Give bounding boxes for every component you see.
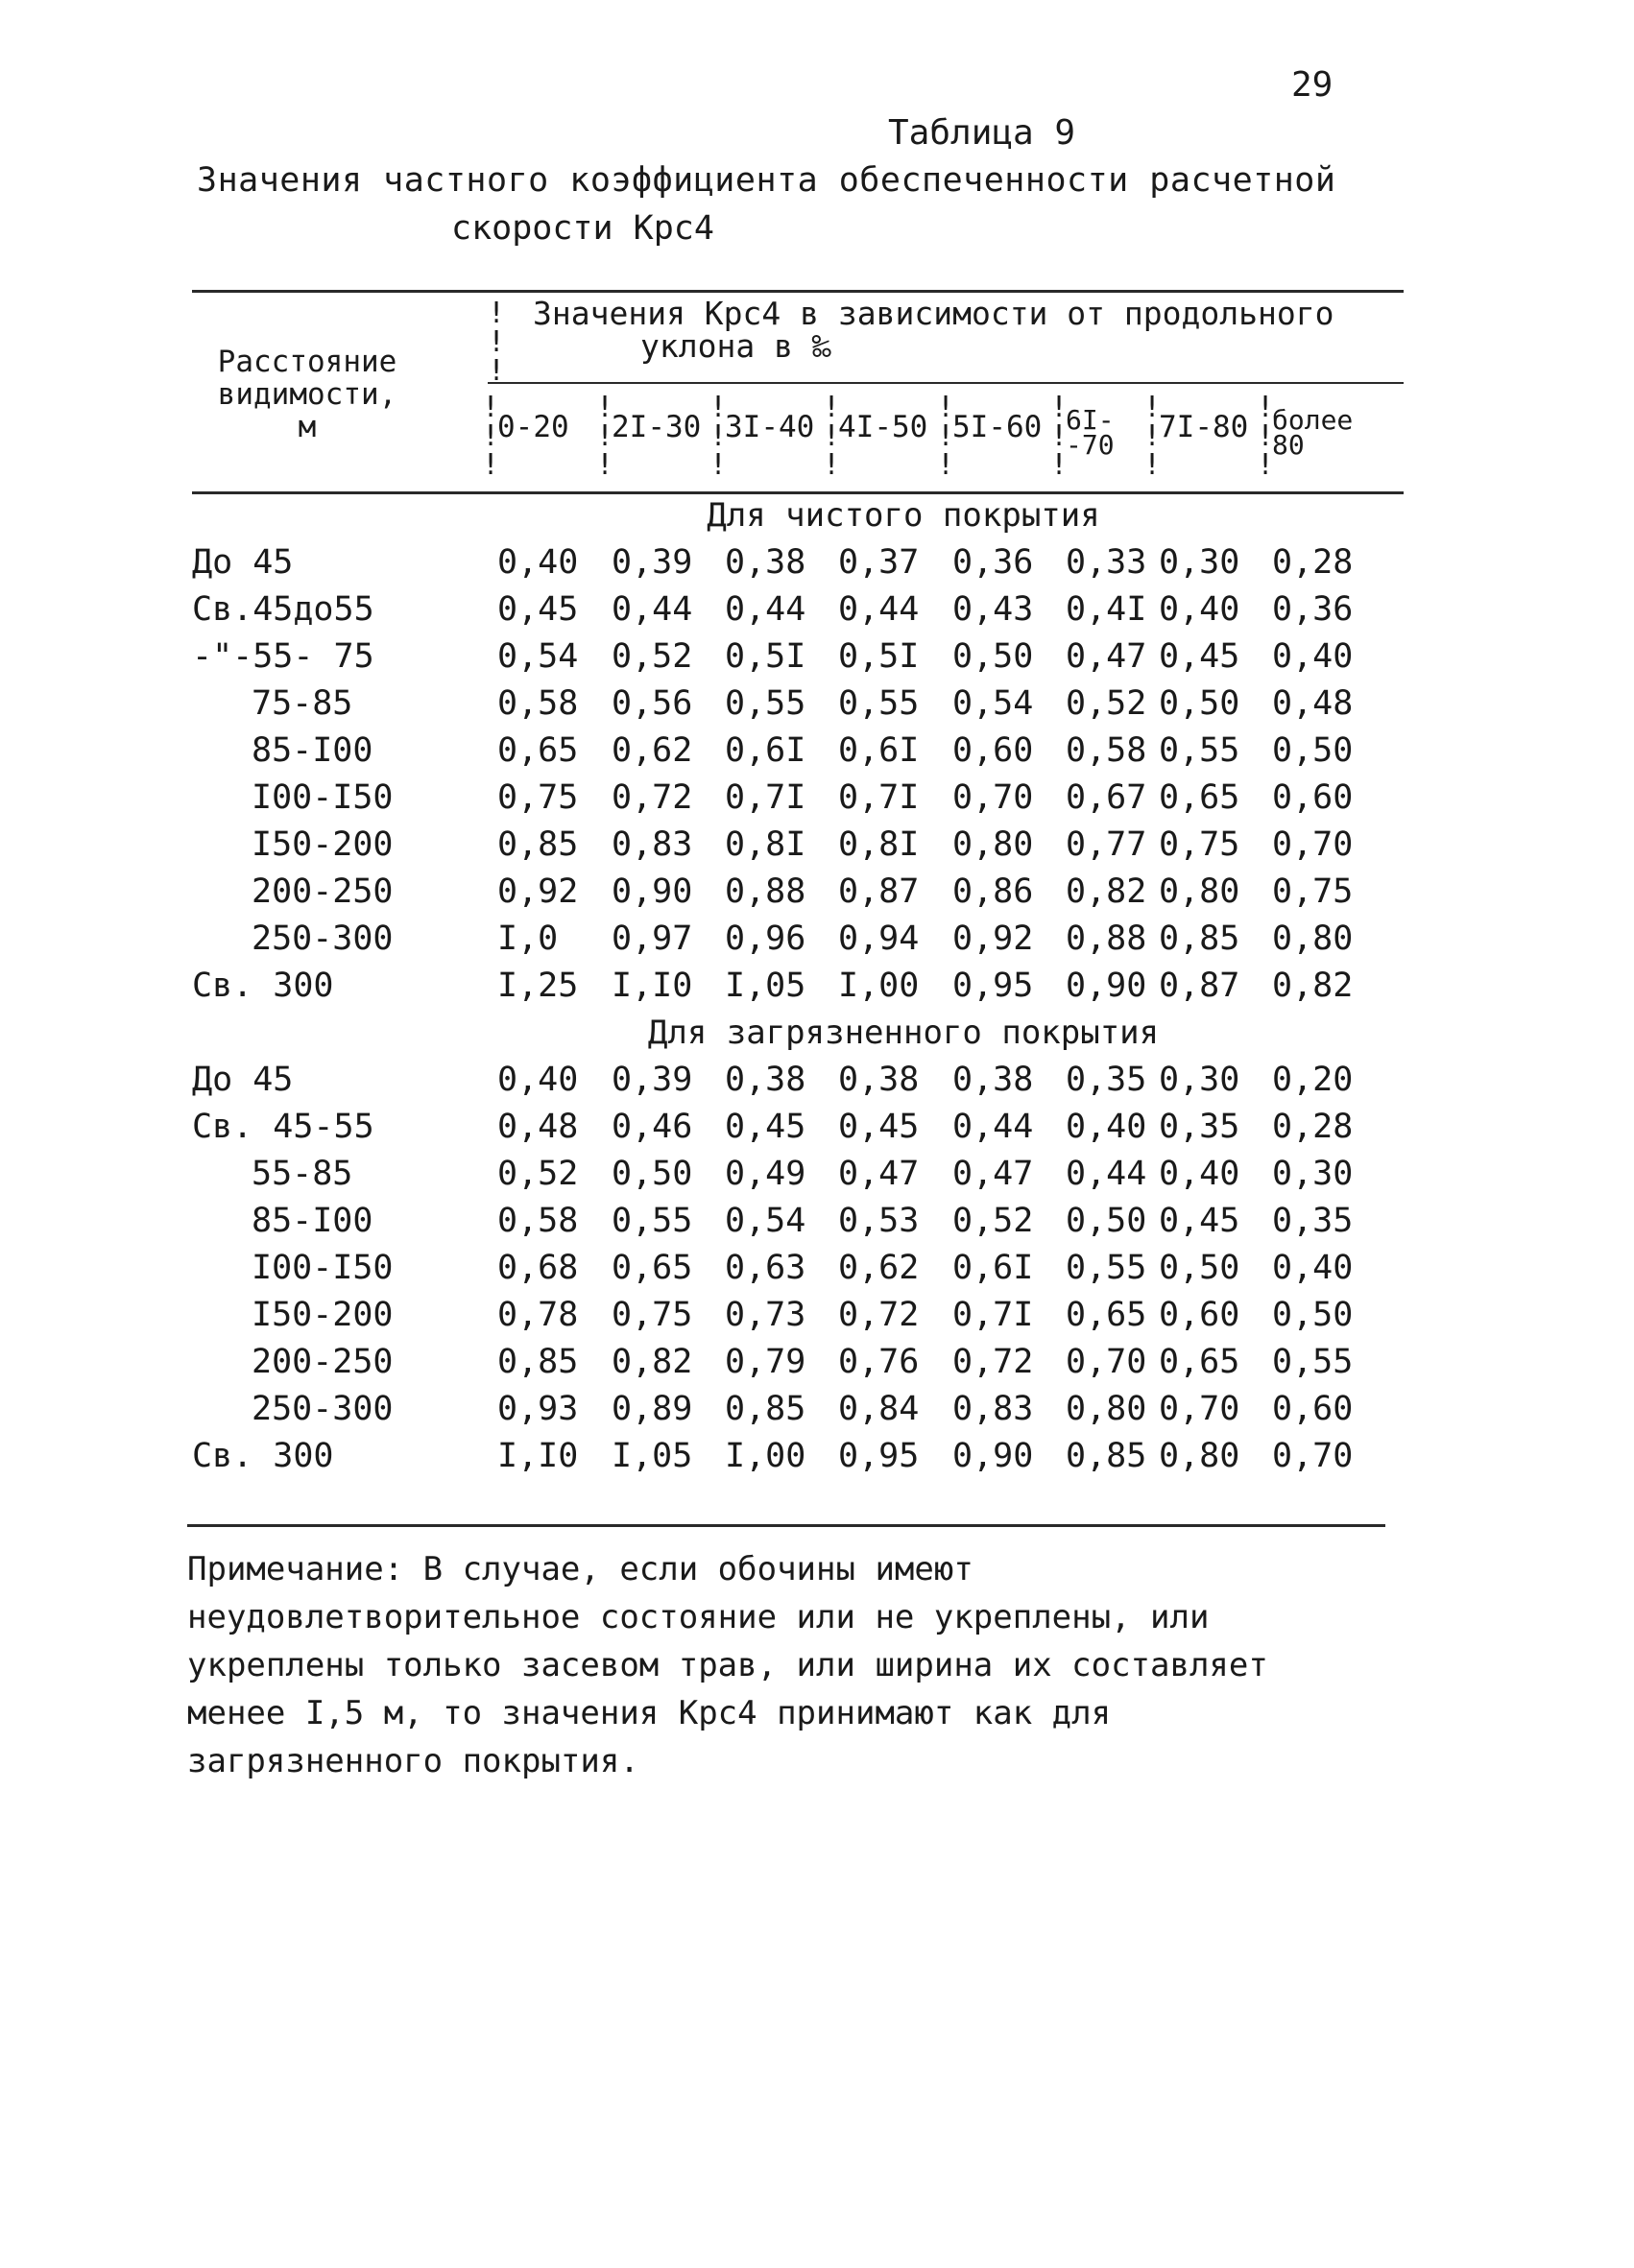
column-header-label: 7I-80 (1159, 410, 1249, 444)
row-value: 0,67 (1066, 778, 1147, 817)
row-value: 0,6I (952, 1249, 1034, 1287)
row-value: 0,30 (1272, 1155, 1354, 1193)
row-value: 0,75 (1272, 872, 1354, 911)
column-header (612, 410, 702, 444)
column-header-label: 5I-60 (952, 410, 1043, 444)
row-value: 0,75 (612, 1296, 693, 1334)
row-value: 0,80 (1066, 1390, 1147, 1428)
row-value: 0,50 (1159, 1249, 1240, 1287)
row-value: 0,7I (838, 778, 920, 817)
row-value: 0,7I (725, 778, 806, 817)
row-value: 0,82 (1272, 967, 1354, 1005)
row-value: 0,70 (1272, 825, 1354, 864)
column-separator: ! ! ! (1143, 391, 1162, 482)
column-header (838, 410, 928, 444)
row-value: 0,48 (497, 1108, 579, 1146)
row-value: 0,8I (725, 825, 806, 864)
row-value: 0,55 (1159, 731, 1240, 770)
row-value: 0,80 (1159, 1437, 1240, 1475)
header-mid-rule (488, 382, 1404, 384)
column-header (1066, 404, 1115, 461)
row-value: 0,58 (497, 1202, 579, 1240)
row-value: 0,52 (1066, 684, 1147, 723)
row-value: 0,92 (497, 872, 579, 911)
row-value: 0,45 (725, 1108, 806, 1146)
column-separator: ! ! ! (937, 391, 955, 482)
table-row (0, 872, 1634, 919)
table-row (0, 1343, 1634, 1390)
table-label: Таблица 9 (888, 113, 1076, 153)
row-value: 0,39 (612, 543, 693, 582)
row-value: 0,72 (838, 1296, 920, 1334)
column-header-label: 0-20 (497, 410, 569, 444)
table-row (0, 637, 1634, 684)
column-header-label: 6I- (1066, 404, 1115, 436)
row-value: 0,89 (612, 1390, 693, 1428)
slope-group-header-line: Значения Крс4 в зависимости от продольного (533, 295, 1334, 332)
row-value: 0,5I (725, 637, 806, 676)
row-value: 0,60 (952, 731, 1034, 770)
slope-group-header (533, 295, 1334, 365)
table-row (0, 1202, 1634, 1249)
row-value: 0,70 (1272, 1437, 1354, 1475)
row-value: 0,72 (612, 778, 693, 817)
row-value: 0,82 (1066, 872, 1147, 911)
row-value: 0,54 (497, 637, 579, 676)
column-header (952, 410, 1043, 444)
row-value: 0,53 (838, 1202, 920, 1240)
row-value: 0,40 (1066, 1108, 1147, 1146)
row-value: 0,77 (1066, 825, 1147, 864)
row-value: 0,50 (1272, 731, 1354, 770)
row-distance: 75-85 (252, 684, 353, 723)
column-separator: ! ! ! (482, 391, 500, 482)
row-value: 0,47 (1066, 637, 1147, 676)
column-header (497, 410, 569, 444)
column-separator: ! ! ! (596, 391, 614, 482)
row-value: 0,87 (838, 872, 920, 911)
row-value: 0,30 (1159, 1061, 1240, 1099)
row-value: 0,20 (1272, 1061, 1354, 1099)
row-value: 0,49 (725, 1155, 806, 1193)
row-value: 0,85 (1066, 1437, 1147, 1475)
column-separator: ! ! ! (1050, 391, 1069, 482)
table-title-continuation: скорости Крс4 (451, 209, 714, 248)
row-value: 0,82 (612, 1343, 693, 1381)
row-value: 0,46 (612, 1108, 693, 1146)
row-value: 0,45 (838, 1108, 920, 1146)
distance-header-line: видимости, (217, 377, 397, 412)
column-header-label: 3I-40 (725, 410, 815, 444)
column-header-label: 4I-50 (838, 410, 928, 444)
row-value: 0,52 (497, 1155, 579, 1193)
table-row (0, 1249, 1634, 1296)
table-row (0, 967, 1634, 1014)
column-header (1159, 410, 1249, 444)
row-value: 0,95 (838, 1437, 920, 1475)
column-separator: ! ! ! (1257, 391, 1275, 482)
row-value: 0,45 (1159, 1202, 1240, 1240)
row-value: 0,54 (952, 684, 1034, 723)
row-value: 0,63 (725, 1249, 806, 1287)
column-separator: ! ! ! (823, 391, 841, 482)
distance-header (197, 346, 418, 443)
row-value: 0,87 (1159, 967, 1240, 1005)
row-value: 0,39 (612, 1061, 693, 1099)
row-value: 0,97 (612, 919, 693, 958)
row-value: 0,92 (952, 919, 1034, 958)
row-distance: Св. 300 (192, 967, 334, 1005)
row-value: 0,55 (838, 684, 920, 723)
row-value: 0,90 (1066, 967, 1147, 1005)
row-value: 0,40 (1159, 590, 1240, 629)
row-value: 0,90 (952, 1437, 1034, 1475)
row-value: 0,45 (1159, 637, 1240, 676)
row-distance: 200-250 (252, 872, 394, 911)
row-value: 0,33 (1066, 543, 1147, 582)
table-title: Значения частного коэффициента обеспеченности расчетной (197, 161, 1336, 200)
row-distance: Св. 45-55 (192, 1108, 374, 1146)
row-value: I,00 (725, 1437, 806, 1475)
page-number: 29 (1291, 65, 1334, 105)
row-value: 0,50 (612, 1155, 693, 1193)
column-header (725, 410, 815, 444)
row-value: 0,6I (725, 731, 806, 770)
row-value: 0,86 (952, 872, 1034, 911)
table-row (0, 919, 1634, 967)
row-distance: 85-I00 (252, 731, 373, 770)
row-value: 0,52 (612, 637, 693, 676)
row-value: 0,38 (952, 1061, 1034, 1099)
row-value: 0,58 (1066, 731, 1147, 770)
row-value: 0,4I (1066, 590, 1147, 629)
row-distance: 85-I00 (252, 1202, 373, 1240)
distance-header-line: Расстояние (217, 345, 397, 379)
column-separator: ! ! ! (709, 391, 728, 482)
row-value: 0,55 (1272, 1343, 1354, 1381)
row-value: 0,28 (1272, 543, 1354, 582)
row-value: 0,76 (838, 1343, 920, 1381)
row-value: 0,44 (1066, 1155, 1147, 1193)
row-value: 0,73 (725, 1296, 806, 1334)
section-title: Для чистого покрытия (707, 496, 1100, 535)
row-value: 0,40 (1159, 1155, 1240, 1193)
row-value: 0,35 (1272, 1202, 1354, 1240)
row-value: 0,65 (1159, 1343, 1240, 1381)
row-distance: 250-300 (252, 919, 394, 958)
row-value: 0,90 (612, 872, 693, 911)
row-value: 0,60 (1272, 778, 1354, 817)
table-row (0, 1296, 1634, 1343)
row-value: I,05 (725, 967, 806, 1005)
row-distance: I50-200 (252, 825, 394, 864)
row-value: 0,45 (497, 590, 579, 629)
row-value: 0,65 (497, 731, 579, 770)
row-value: 0,30 (1159, 543, 1240, 582)
table-top-rule (192, 290, 1404, 293)
table-row (0, 684, 1634, 731)
row-distance: I00-I50 (252, 778, 394, 817)
row-value: 0,84 (838, 1390, 920, 1428)
row-value: I,I0 (497, 1437, 579, 1475)
row-value: 0,50 (952, 637, 1034, 676)
row-value: 0,6I (838, 731, 920, 770)
row-value: 0,47 (838, 1155, 920, 1193)
row-value: 0,7I (952, 1296, 1034, 1334)
table-note: Примечание: В случае, если обочины имеют неудовлетворительное состояние или не укреплены, или укреплены только засевом трав, или ширина их составляет менее I,5 м, то значения Крс4 принимают как для загрязненного покрытия. (187, 1550, 1268, 1780)
row-value: I,I0 (612, 967, 693, 1005)
row-distance: До 45 (192, 543, 294, 582)
table-bottom-rule (187, 1524, 1385, 1527)
row-value: I,25 (497, 967, 579, 1005)
row-value: 0,36 (1272, 590, 1354, 629)
row-distance: 200-250 (252, 1343, 394, 1381)
row-value: 0,60 (1159, 1296, 1240, 1334)
row-distance: До 45 (192, 1061, 294, 1099)
row-value: 0,96 (725, 919, 806, 958)
row-value: 0,83 (612, 825, 693, 864)
row-value: 0,70 (952, 778, 1034, 817)
row-value: 0,40 (1272, 637, 1354, 676)
row-value: 0,60 (1272, 1390, 1354, 1428)
header-bottom-rule (192, 491, 1404, 494)
row-value: 0,80 (1272, 919, 1354, 958)
row-value: 0,40 (497, 543, 579, 582)
table-row (0, 825, 1634, 872)
row-value: 0,40 (497, 1061, 579, 1099)
table-row (0, 1155, 1634, 1202)
table-row (0, 1437, 1634, 1484)
row-value: I,00 (838, 967, 920, 1005)
row-value: 0,55 (612, 1202, 693, 1240)
section-title: Для загрязненного покрытия (647, 1014, 1160, 1052)
table-row (0, 590, 1634, 637)
table-row (0, 1061, 1634, 1108)
row-value: 0,44 (612, 590, 693, 629)
row-value: 0,38 (838, 1061, 920, 1099)
row-value: 0,79 (725, 1343, 806, 1381)
row-value: 0,35 (1159, 1108, 1240, 1146)
row-value: 0,50 (1159, 684, 1240, 723)
row-value: 0,43 (952, 590, 1034, 629)
row-value: 0,62 (612, 731, 693, 770)
row-distance: I00-I50 (252, 1249, 394, 1287)
table-row (0, 778, 1634, 825)
row-value: 0,85 (1159, 919, 1240, 958)
row-value: 0,80 (952, 825, 1034, 864)
row-value: 0,50 (1066, 1202, 1147, 1240)
column-header (1272, 404, 1354, 461)
row-value: 0,94 (838, 919, 920, 958)
table-row (0, 731, 1634, 778)
row-distance: -"-55- 75 (192, 637, 374, 676)
row-value: 0,54 (725, 1202, 806, 1240)
row-value: 0,85 (497, 825, 579, 864)
row-value: I,0 (497, 919, 559, 958)
row-distance: Св. 300 (192, 1437, 334, 1475)
row-value: 0,78 (497, 1296, 579, 1334)
row-value: 0,70 (1159, 1390, 1240, 1428)
row-value: 0,38 (725, 543, 806, 582)
row-value: 0,44 (952, 1108, 1034, 1146)
column-header-label: более (1272, 404, 1354, 436)
row-value: 0,70 (1066, 1343, 1147, 1381)
column-header-label: 2I-30 (612, 410, 702, 444)
row-value: 0,85 (725, 1390, 806, 1428)
row-value: 0,47 (952, 1155, 1034, 1193)
table-row (0, 543, 1634, 590)
row-value: 0,95 (952, 967, 1034, 1005)
row-value: 0,35 (1066, 1061, 1147, 1099)
row-value: 0,65 (1159, 778, 1240, 817)
table-row (0, 1108, 1634, 1155)
row-value: 0,85 (497, 1343, 579, 1381)
column-header-label-cont: -70 (1066, 429, 1115, 461)
row-value: 0,8I (838, 825, 920, 864)
row-value: 0,58 (497, 684, 579, 723)
row-value: 0,62 (838, 1249, 920, 1287)
row-value: 0,56 (612, 684, 693, 723)
row-value: 0,40 (1272, 1249, 1354, 1287)
row-value: 0,80 (1159, 872, 1240, 911)
row-value: 0,28 (1272, 1108, 1354, 1146)
distance-header-line: м (298, 410, 317, 444)
row-value: 0,38 (725, 1061, 806, 1099)
row-value: 0,88 (1066, 919, 1147, 958)
row-distance: 55-85 (252, 1155, 353, 1193)
row-distance: Св.45до55 (192, 590, 374, 629)
row-value: 0,52 (952, 1202, 1034, 1240)
row-value: 0,88 (725, 872, 806, 911)
row-value: 0,65 (1066, 1296, 1147, 1334)
row-value: 0,65 (612, 1249, 693, 1287)
header-separator: ! ! ! (488, 297, 506, 388)
column-header-label-cont: 80 (1272, 429, 1305, 461)
row-value: 0,50 (1272, 1296, 1354, 1334)
row-distance: I50-200 (252, 1296, 394, 1334)
row-value: I,05 (612, 1437, 693, 1475)
row-value: 0,44 (725, 590, 806, 629)
row-distance: 250-300 (252, 1390, 394, 1428)
row-value: 0,68 (497, 1249, 579, 1287)
row-value: 0,5I (838, 637, 920, 676)
row-value: 0,75 (497, 778, 579, 817)
row-value: 0,37 (838, 543, 920, 582)
row-value: 0,36 (952, 543, 1034, 582)
row-value: 0,72 (952, 1343, 1034, 1381)
slope-group-header-line: уклона в ‰ (640, 327, 831, 365)
table-row (0, 1390, 1634, 1437)
row-value: 0,44 (838, 590, 920, 629)
row-value: 0,48 (1272, 684, 1354, 723)
row-value: 0,55 (1066, 1249, 1147, 1287)
row-value: 0,83 (952, 1390, 1034, 1428)
row-value: 0,75 (1159, 825, 1240, 864)
row-value: 0,55 (725, 684, 806, 723)
row-value: 0,93 (497, 1390, 579, 1428)
